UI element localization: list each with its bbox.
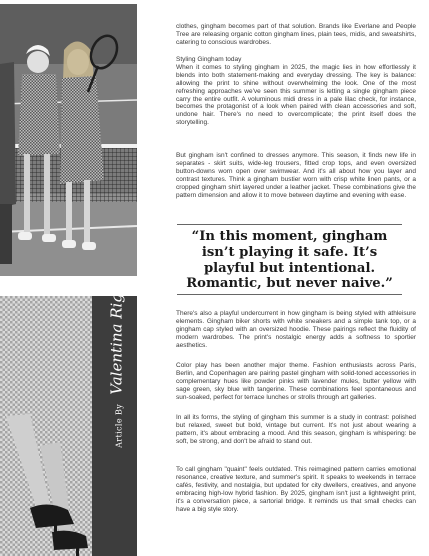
section-heading: Styling Gingham today — [176, 56, 242, 63]
article-intro — [176, 23, 416, 47]
body-paragraph-2: But gingham isn't confined to dresses anymore. This season, it finds new life in separates - skirt suits, wide-leg trousers, fitted crop tops, and even oversized button-downs worn open over swimwear. And it's all about how you layer and contrast textures. Think a gingham bustier worn with crisp white linen pants, or a cropped gingham shirt layered under a leather jacket. These combinations give the pattern dimension and allow it to move between daytime and evening with ease. — [176, 152, 416, 199]
pull-quote: “In this moment, gingham isn’t playing it safe. It’s playful but intentional. Romantic, but never naive.” — [186, 229, 393, 292]
pull-quote-rule-bottom — [177, 294, 402, 295]
article-byline — [96, 284, 136, 448]
article-body-4 — [176, 362, 416, 402]
photo-tennis-court-illustration — [0, 4, 137, 276]
article-body-5 — [176, 414, 416, 446]
byline-label: Article By — [114, 403, 124, 448]
article-body-2 — [176, 152, 416, 199]
body-paragraph-4: Color play has been another major theme. Fashion enthusiasts across Paris, Berlin, and Copenhagen are pairing pastel gingham with solid-toned accessories in complementary hues like powder pinks with lavender mules, butter yellow with sage green, sky blue with tangerine. These combinations feel spontaneous and sun-soaked, perfect for terrace lunches or strolls through art galleries. — [176, 362, 416, 401]
byline-author-signature: Valentina Rigo — [107, 284, 126, 395]
article-body-6 — [176, 466, 416, 513]
photo-tennis-court — [0, 4, 137, 276]
body-paragraph-6: To call gingham "quaint" feels outdated. This reimagined pattern carries emotional resonance, creative texture, and summer's spirit. It speaks to weekends in terrace cafés, festivity, and nostalgia, but updated for city dwellers, creatives, and anyone embracing high-low hybrid fashion. By 2025, gingham isn't just a lightweight print, it's a conversation piece, a sartorial bridge. It reminds us that small checks can have a big style story. — [176, 466, 416, 513]
pull-quote-rule-top — [177, 224, 402, 225]
body-paragraph-5: In all its forms, the styling of gingham this summer is a study in contrast: polished but relaxed, sweet but bold, vintage but current. It's not just about wearing a pattern, it's about embracing a mood. And this season, gingham is whispering: be soft, be strong, and don't be afraid to stand out. — [176, 414, 416, 445]
body-paragraph-1: When it comes to styling gingham in 2025, the magic lies in how effortlessly it blends into both statement-making and everyday dressing. The key is balance: allowing the print to shine without overwhelming the look. One of the most refreshing approaches we've seen this summer is letting a single gingham piece carry the entire outfit. A voluminous midi dress in a pale lilac check, for instance, becomes the protagonist of a look when paired with clean accessories and soft, undone hair. There's no need to overcomplicate; the print itself does the storytelling. — [176, 63, 416, 127]
article-body-3 — [176, 310, 416, 350]
byline-text — [107, 284, 126, 448]
intro-paragraph: clothes, gingham becomes part of that solution. Brands like Everlane and People Tree are releasing organic cotton gingham lines, plain tees, midis, and sweatshirts, catering to conscious wardrobes. — [176, 23, 416, 46]
article-section-styling — [176, 56, 416, 127]
body-paragraph-3: There's also a playful undercurrent in how gingham is being styled with athleisure elements. Gingham biker shorts with white sneakers and a simple tank top, or a gingham cap styled with an oversized hoodie. These pairings reflect the fluidity of modern wardrobes. The print's nostalgic energy adds a softness to sportier aesthetics. — [176, 310, 416, 349]
